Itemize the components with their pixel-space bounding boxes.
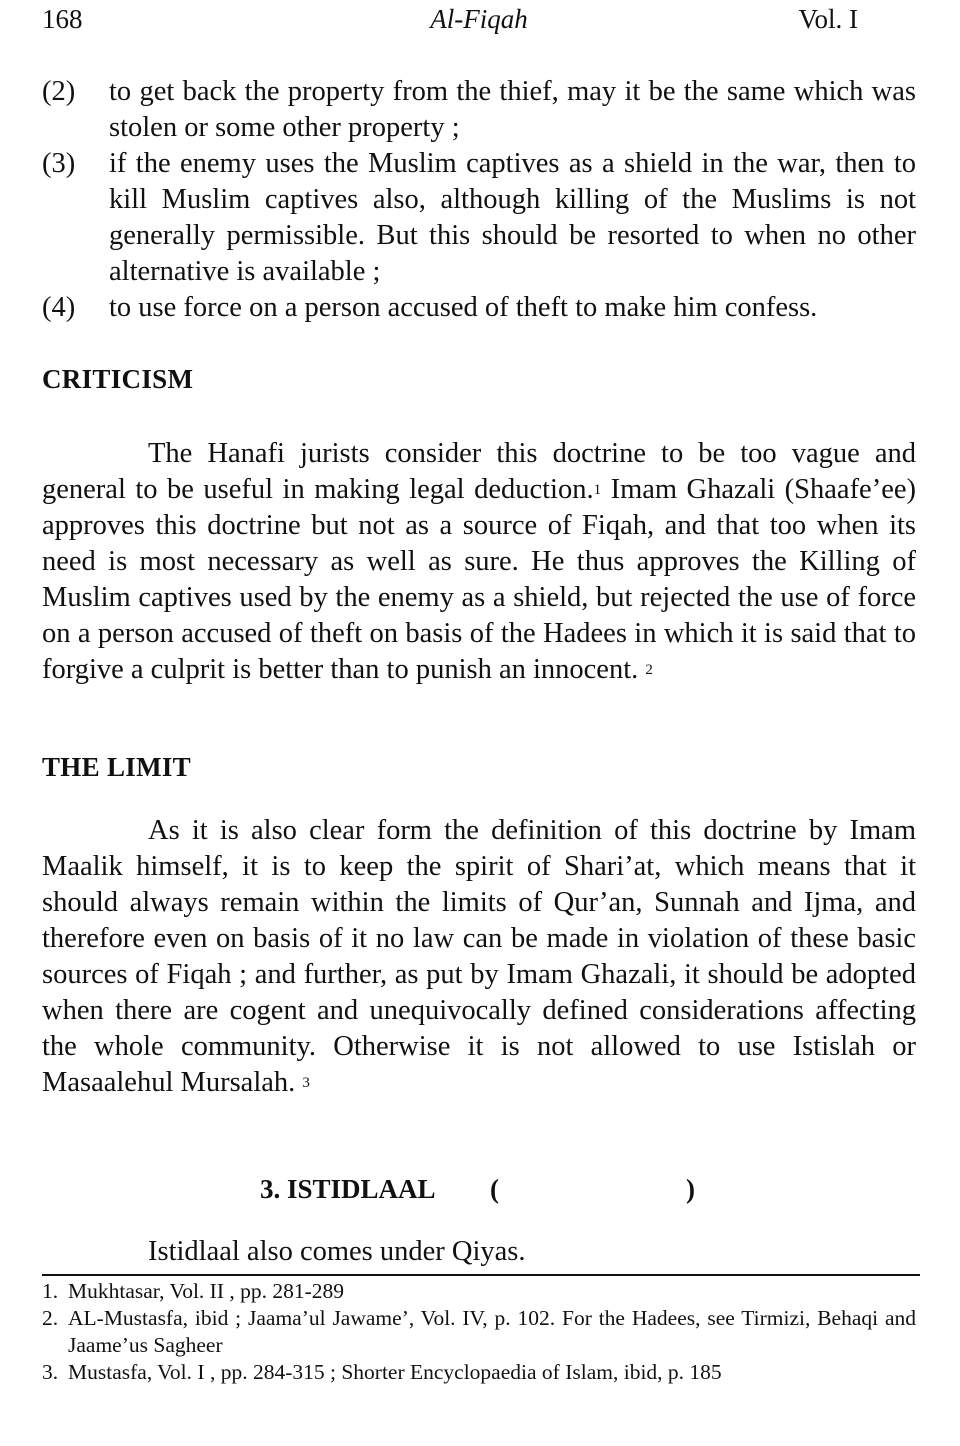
list-marker: (2) [42,76,76,107]
footnotes [42,1278,916,1386]
footnote-number: 3. [42,1360,59,1384]
footnote-number: 1. [42,1279,59,1303]
close-parenthesis: ) [686,1174,695,1204]
criticism-text-part1: The Hanafi jurists consider this doctrine to be too vague and general to be useful in making legal deduction. [42,438,916,505]
footnote [42,1278,916,1305]
volume-label: Vol. I [798,4,858,34]
footnote-text: Mustasfa, Vol. I , pp. 284-315 ; Shorter Encyclopaedia of Islam, ibid, p. 185 [68,1360,722,1384]
list-marker: (3) [42,148,76,179]
footnote [42,1305,916,1359]
footnote-text: Mukhtasar, Vol. II , pp. 281-289 [68,1279,345,1303]
footnote-ref-2[interactable]: 2 [645,662,653,678]
list-item-text: if the enemy uses the Muslim captives as a shield in the war, then to kill Muslim captives also, although killing of the Muslims is not generally permissible. But this should be resorted to when no other alternative is available ; [109,148,916,287]
running-header [42,4,916,40]
list-marker: (4) [42,292,76,323]
istidlaal-text: Istidlaal also comes under Qiyas. [148,1236,526,1267]
istidlaal-section-heading [260,1174,720,1205]
list-item-text: to use force on a person accused of theft to make him confess. [109,292,818,323]
istidlaal-heading-text: 3. ISTIDLAAL [260,1174,436,1204]
criticism-paragraph [42,436,916,688]
book-title: Al-Fiqah [430,4,528,34]
limit-heading: THE LIMIT [42,752,191,782]
list-item [42,146,916,290]
criticism-text-part2: Imam Ghazali (Shaafe’ee) approves this doctrine but not as a source of Fiqah, and that too when its need is most necessary as well as sure. He thus approves the Killing of Muslim captives used by the enemy as a shield, but rejected the use of force on a person accused of theft on basis of the Hadees in which it is said that to forgive a culprit is better than to punish an innocent. [42,474,916,685]
criticism-heading: CRITICISM [42,364,194,394]
footnote-divider [42,1274,920,1276]
list-item-text: to get back the property from the thief, may it be the same which was stolen or some other property ; [109,76,916,143]
list-item [42,74,916,146]
limit-text: As it is also clear form the definition of this doctrine by Imam Maalik himself, it is to keep the spirit of Shari’at, which means that it should always remain within the limits of Qur’an, Sunnah and Ijma, and therefore even on basis of it no law can be made in violation of these basic sources of Fiqah ; and further, as put by Imam Ghazali, it should be adopted when there are cogent and unequivocally defined considerations affecting the whole community. Otherwise it is not allowed to use Istislah or Masaalehul Mursalah. [42,815,916,1098]
footnote-ref-1[interactable]: 1 [593,482,602,498]
footnote-number: 2. [42,1306,59,1330]
footnote-ref-3[interactable]: 3 [302,1075,310,1091]
footnote [42,1359,916,1386]
numbered-list [42,74,916,326]
footnote-text: AL-Mustasfa, ibid ; Jaama’ul Jawame’, Vol. IV, p. 102. For the Hadees, see Tirmizi, Behaqi and Jaame’us Sagheer [68,1306,916,1357]
list-item [42,290,916,326]
page-number: 168 [42,4,83,34]
open-parenthesis: ( [490,1174,499,1204]
limit-paragraph [42,813,916,1101]
